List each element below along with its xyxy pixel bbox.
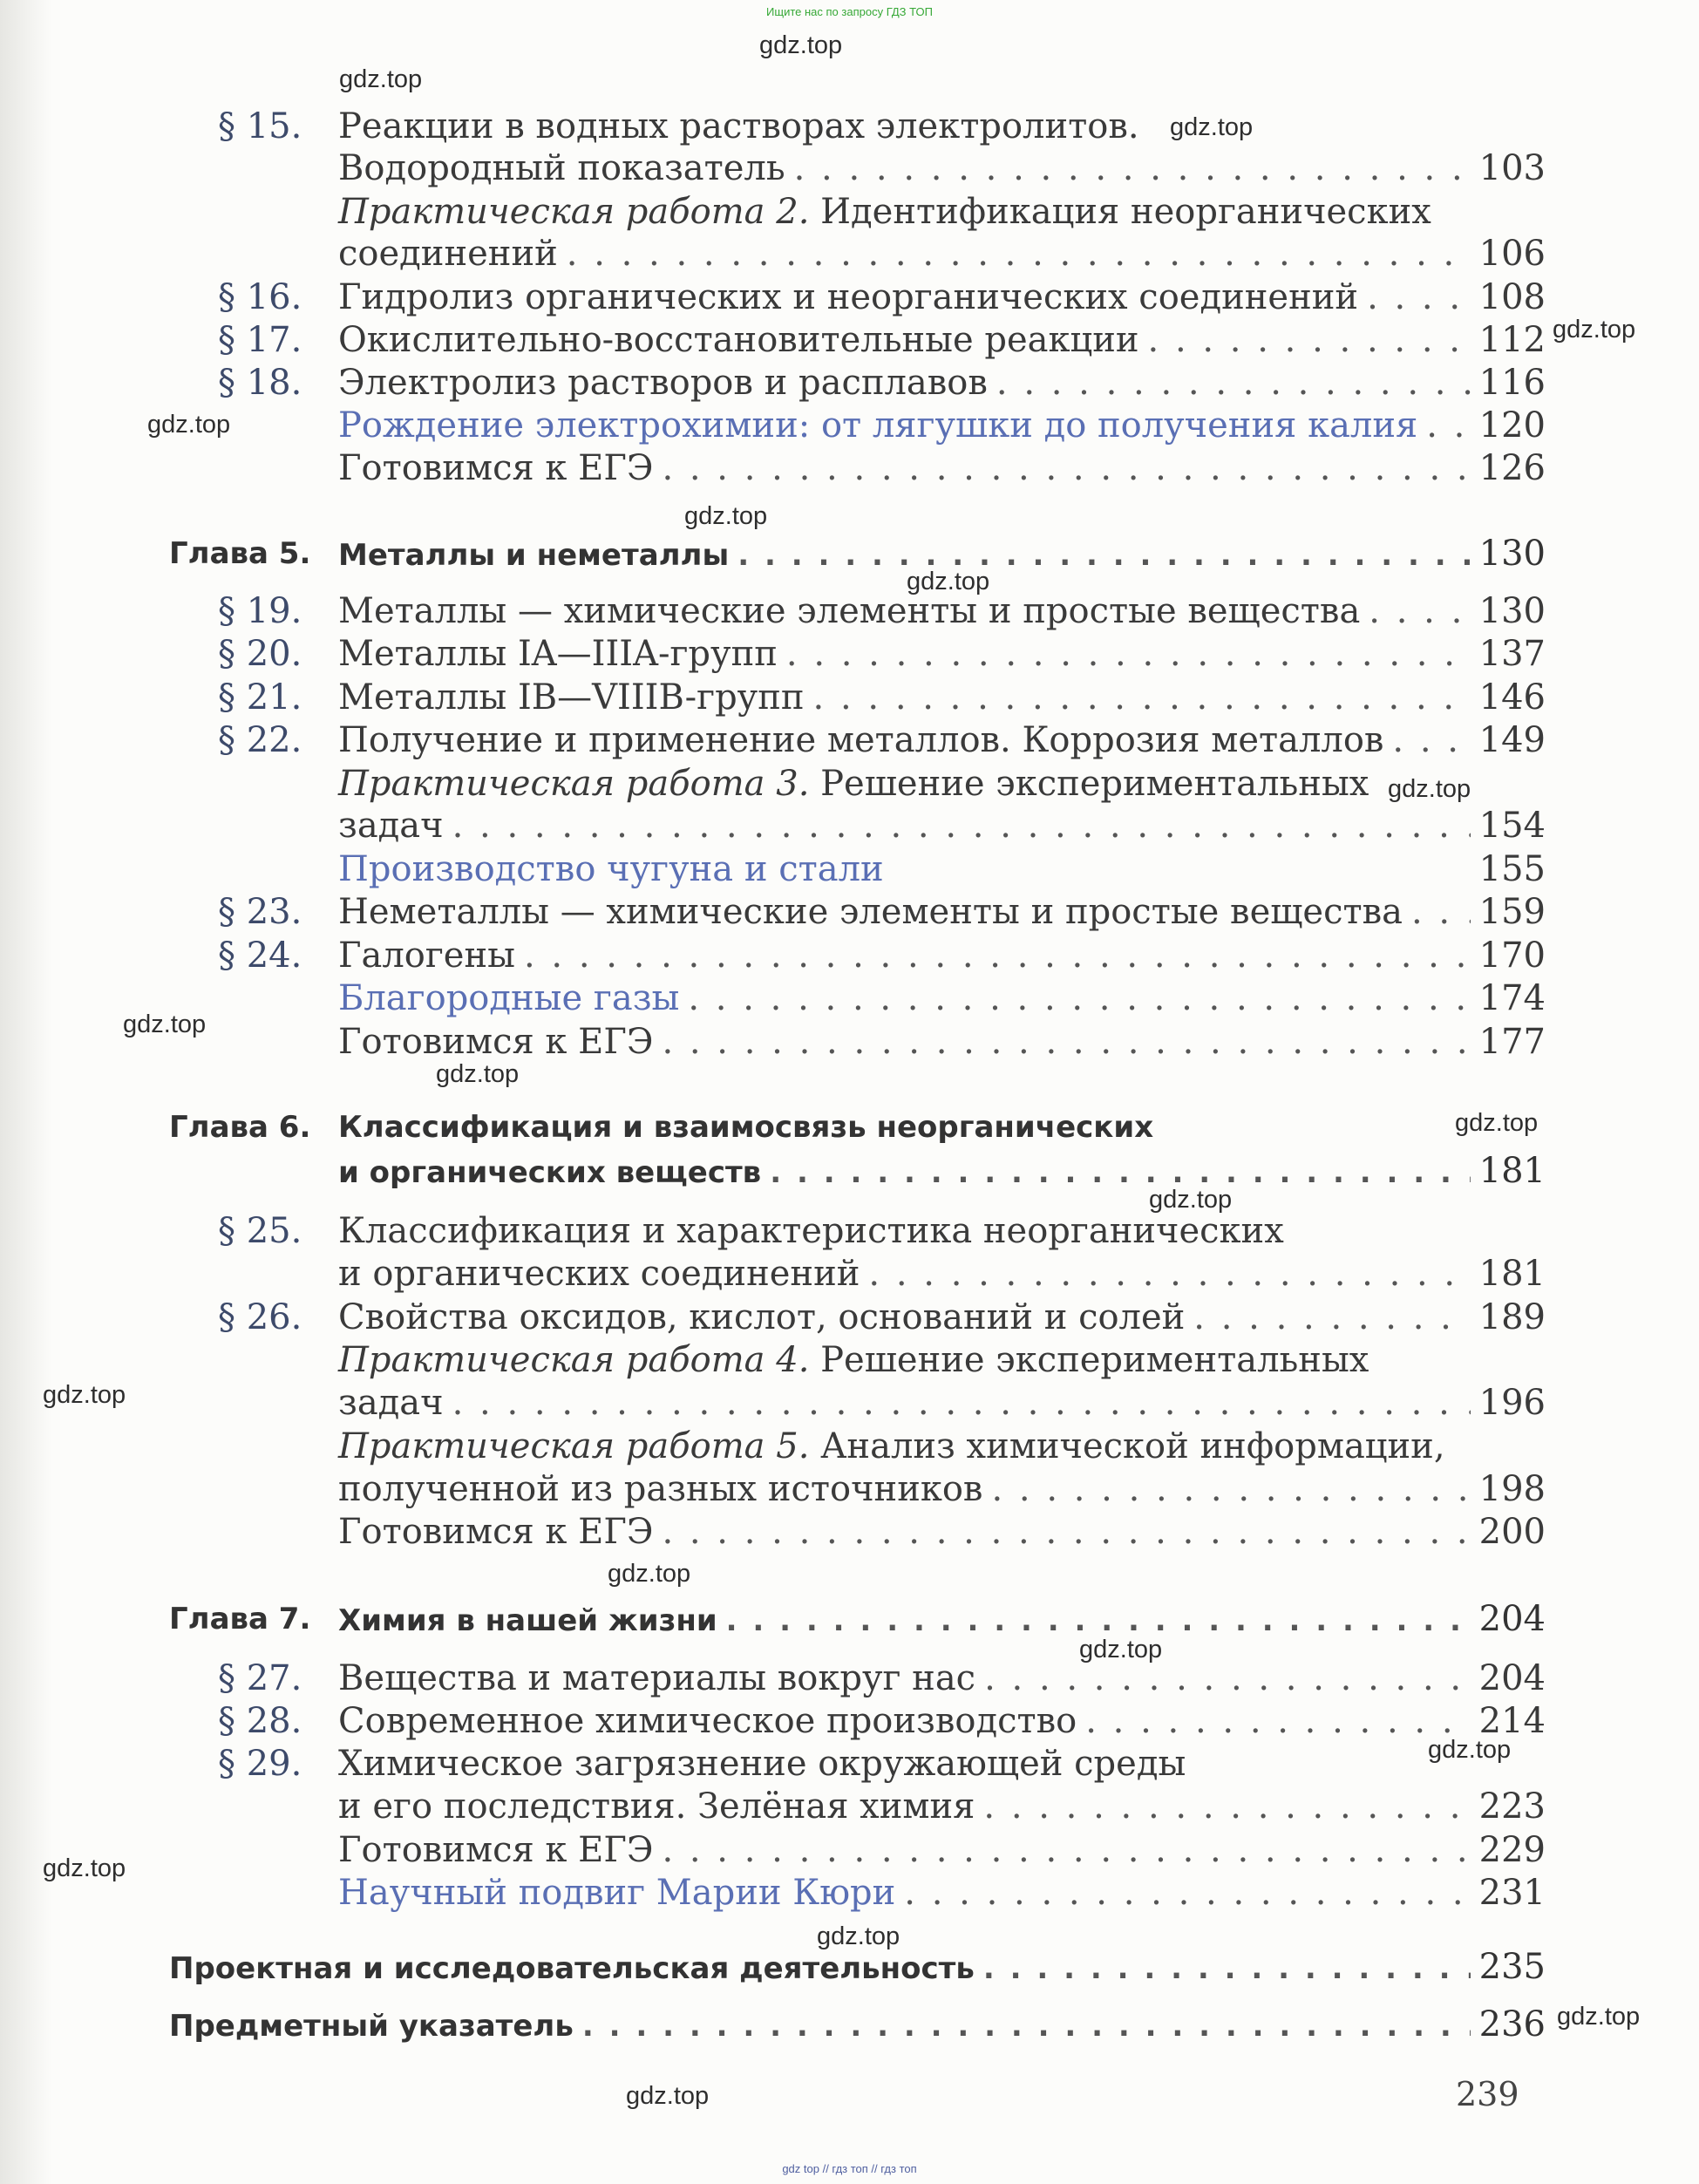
watermark: gdz.top xyxy=(1170,113,1254,141)
chapter-label: Глава 6. xyxy=(169,1110,311,1145)
toc-page-number: 120 xyxy=(1478,405,1546,446)
leader-dots xyxy=(794,146,1471,190)
chapter-title: Классификация и взаимосвязь неорганических xyxy=(338,1110,1154,1145)
watermark: gdz.top xyxy=(759,31,843,59)
toc-entry[interactable] xyxy=(338,1699,1546,1743)
toc-page-number: 177 xyxy=(1478,1022,1546,1062)
toc-entry-title: Идентификация неорганических xyxy=(820,192,1431,232)
toc-entry-title: Классификация и характеристика неорганических xyxy=(338,1211,1284,1251)
toc-page-number: 223 xyxy=(1478,1786,1546,1827)
toc-entry[interactable] xyxy=(338,1871,1546,1915)
toc-entry-title: Гидролиз органических и неорганических соединений xyxy=(338,277,1359,317)
toc-entry[interactable] xyxy=(338,1785,1546,1828)
leader-dots xyxy=(868,1252,1470,1296)
toc-entry-title: Получение и применение металлов. Коррозия металлов xyxy=(338,720,1384,760)
watermark: gdz.top xyxy=(339,65,423,93)
toc-entry-title: Рождение электрохимии: от лягушки до получения калия xyxy=(338,405,1418,446)
section-number: § 15. xyxy=(218,106,302,146)
practical-work-title xyxy=(338,762,1369,806)
toc-entry-title: Готовимся к ЕГЭ xyxy=(338,1512,654,1552)
section-number: § 29. xyxy=(218,1744,302,1784)
section-number: § 25. xyxy=(218,1211,302,1251)
watermark: gdz.top xyxy=(626,2082,710,2110)
toc-page-number: 196 xyxy=(1478,1383,1546,1423)
leader-dots xyxy=(452,1381,1471,1425)
leader-dots xyxy=(1367,276,1471,319)
toc-entry-title: Решение экспериментальных xyxy=(820,1340,1369,1380)
watermark: gdz.top xyxy=(43,1381,126,1409)
toc-entry-title: Химическое загрязнение окружающей среды xyxy=(338,1744,1186,1784)
section-number: § 19. xyxy=(218,591,302,631)
watermark: gdz.top xyxy=(436,1060,520,1088)
page-number: 239 xyxy=(1456,2075,1519,2113)
toc-entry[interactable] xyxy=(338,804,1546,847)
leader-dots xyxy=(737,534,1470,577)
watermark: gdz.top xyxy=(1428,1736,1512,1764)
toc-entry-title: Анализ химической информации, xyxy=(820,1426,1445,1466)
watermark: gdz.top xyxy=(123,1010,207,1038)
toc-page-number: 204 xyxy=(1478,1658,1546,1698)
toc-entry-title: полученной из разных источников xyxy=(338,1469,983,1509)
toc-entry-title: Производство чугуна и стали xyxy=(338,849,884,889)
chapter-label: Глава 5. xyxy=(169,536,311,571)
chapter-title: Предметный указатель xyxy=(169,2009,574,2044)
toc-entry[interactable] xyxy=(338,1828,1546,1872)
toc-page-number: 126 xyxy=(1478,448,1546,488)
toc-page-number: 214 xyxy=(1478,1701,1546,1741)
leader-dots xyxy=(991,1467,1470,1511)
toc-entry[interactable] xyxy=(338,676,1546,719)
toc-entry-title: Научный подвиг Марии Кюри xyxy=(338,1873,896,1913)
leader-dots xyxy=(813,676,1471,719)
toc-page-number: 236 xyxy=(1478,2004,1546,2045)
toc-entry-title: Неметаллы — химические элементы и простые вещества xyxy=(338,892,1403,932)
toc-entry-title: Металлы IA—IIIA-групп xyxy=(338,634,778,674)
leader-dots xyxy=(567,232,1471,276)
top-note: Ищите нас по запросу ГДЗ ТОП xyxy=(766,5,933,18)
watermark: gdz.top xyxy=(1079,1636,1163,1664)
section-number: § 22. xyxy=(218,720,302,760)
section-number: § 23. xyxy=(218,892,302,932)
chapter-title: Проектная и исследовательская деятельность xyxy=(169,1951,975,1986)
toc-entry-title: соединений xyxy=(338,234,558,274)
leader-dots xyxy=(1426,404,1470,447)
bottom-note: gdz top // гдз топ // гдз топ xyxy=(782,2162,917,2175)
toc-page-number: 103 xyxy=(1478,148,1546,188)
toc-entry-title: и его последствия. Зелёная химия xyxy=(338,1786,975,1827)
leader-dots xyxy=(983,1785,1470,1828)
watermark: gdz.top xyxy=(817,1922,900,1950)
leader-dots xyxy=(996,361,1471,405)
toc-entry[interactable] xyxy=(338,318,1546,362)
toc-page-number: 146 xyxy=(1478,677,1546,718)
section-number: § 18. xyxy=(218,363,302,403)
section-number: § 27. xyxy=(218,1658,302,1698)
toc-page-number: 181 xyxy=(1478,1151,1546,1191)
leader-dots xyxy=(452,804,1471,847)
leader-dots xyxy=(1411,890,1471,934)
toc-chapter-entry[interactable] xyxy=(169,1945,1546,1989)
toc-entry[interactable] xyxy=(338,1381,1546,1425)
toc-entry[interactable] xyxy=(338,1020,1546,1064)
toc-entry[interactable] xyxy=(338,589,1546,633)
section-number: § 28. xyxy=(218,1701,302,1741)
practical-work-title xyxy=(338,1338,1369,1382)
toc-page-number: 170 xyxy=(1478,936,1546,976)
leader-dots xyxy=(582,2004,1471,2048)
watermark: gdz.top xyxy=(684,502,768,530)
leader-dots xyxy=(1148,318,1471,362)
toc-entry-title: Современное химическое производство xyxy=(338,1701,1077,1741)
toc-entry[interactable] xyxy=(338,718,1546,762)
toc-entry-title: Свойства оксидов, кислот, оснований и солей xyxy=(338,1297,1186,1337)
toc-entry-title: Решение экспериментальных xyxy=(820,764,1369,804)
section-number: § 21. xyxy=(218,677,302,718)
watermark: gdz.top xyxy=(43,1854,126,1882)
toc-page-number: 229 xyxy=(1478,1830,1546,1870)
toc-page-number: 174 xyxy=(1478,978,1546,1018)
leader-dots xyxy=(524,934,1471,977)
toc-entry[interactable] xyxy=(338,890,1546,934)
toc-entry[interactable] xyxy=(338,1296,1546,1339)
toc-entry[interactable] xyxy=(338,632,1546,676)
toc-entry-title: и органических соединений xyxy=(338,1254,860,1294)
toc-entry[interactable] xyxy=(338,361,1546,405)
leader-dots xyxy=(662,1510,1470,1554)
toc-entry[interactable] xyxy=(338,1467,1546,1511)
toc-entry[interactable] xyxy=(338,1252,1546,1296)
toc-entry-title: Металлы IB—VIIIB-групп xyxy=(338,677,805,718)
leader-dots xyxy=(984,1657,1471,1700)
watermark: gdz.top xyxy=(1149,1186,1233,1214)
leader-dots xyxy=(983,1947,1471,1990)
toc-page-number: 130 xyxy=(1478,534,1546,574)
watermark: gdz.top xyxy=(147,411,231,439)
toc-entry[interactable] xyxy=(338,1657,1546,1700)
chapter-label: Глава 7. xyxy=(169,1602,311,1636)
toc-page-number: 181 xyxy=(1478,1254,1546,1294)
watermark: gdz.top xyxy=(1557,2003,1641,2031)
leader-dots xyxy=(662,446,1470,490)
chapter-title: Металлы и неметаллы xyxy=(338,538,730,573)
toc-page-number: 198 xyxy=(1478,1469,1546,1509)
toc-entry[interactable] xyxy=(338,232,1546,276)
toc-entry[interactable] xyxy=(338,404,1546,447)
toc-page-number: 189 xyxy=(1478,1297,1546,1337)
toc-entry-title: задач xyxy=(338,1383,444,1423)
leader-dots xyxy=(1193,1296,1470,1339)
toc-chapter-entry[interactable] xyxy=(169,2003,1546,2046)
practical-work-label: Практическая работа 4. xyxy=(338,1340,810,1380)
toc-page-number: 116 xyxy=(1478,363,1546,403)
toc-entry-title: Готовимся к ЕГЭ xyxy=(338,1022,654,1062)
leader-dots xyxy=(662,1020,1470,1064)
chapter-title: и органических веществ xyxy=(338,1155,762,1190)
toc-page-number: 137 xyxy=(1478,634,1546,674)
toc-entry[interactable] xyxy=(338,276,1546,319)
toc-entry-title: Окислительно-восстановительные реакции xyxy=(338,320,1139,360)
watermark: gdz.top xyxy=(1553,316,1636,344)
toc-entry[interactable] xyxy=(338,446,1546,490)
toc-page-number: 231 xyxy=(1478,1873,1546,1913)
toc-chapter-entry[interactable] xyxy=(338,532,1546,575)
toc-page-number: 155 xyxy=(1478,849,1546,889)
leader-dots xyxy=(1369,589,1470,633)
toc-entry-title: Благородные газы xyxy=(338,978,680,1018)
practical-work-title xyxy=(338,190,1431,234)
toc-page-number: 149 xyxy=(1478,720,1546,760)
section-number: § 16. xyxy=(218,277,302,317)
practical-work-label: Практическая работа 2. xyxy=(338,192,810,232)
toc-entry[interactable] xyxy=(338,146,1546,190)
leader-dots xyxy=(726,1599,1471,1643)
toc-entry-title: Готовимся к ЕГЭ xyxy=(338,1830,654,1870)
watermark: gdz.top xyxy=(608,1560,691,1588)
toc-page-number: 130 xyxy=(1478,591,1546,631)
toc-page-number: 106 xyxy=(1478,234,1546,274)
leader-dots xyxy=(688,976,1470,1020)
section-number: § 26. xyxy=(218,1297,302,1337)
toc-chapter-entry[interactable] xyxy=(338,1149,1546,1193)
chapter-title: Химия в нашей жизни xyxy=(338,1603,717,1638)
toc-entry-title: Готовимся к ЕГЭ xyxy=(338,448,654,488)
toc-entry[interactable] xyxy=(338,847,1546,891)
toc-entry-title: Водородный показатель xyxy=(338,148,785,188)
leader-dots xyxy=(770,1151,1470,1194)
toc-entry-title: Реакции в водных растворах электролитов. xyxy=(338,106,1139,146)
toc-entry-title: задач xyxy=(338,806,444,846)
section-number: § 17. xyxy=(218,320,302,360)
watermark: gdz.top xyxy=(1455,1109,1539,1137)
toc-page-number: 204 xyxy=(1478,1599,1546,1639)
toc-entry-title: Электролиз растворов и расплавов xyxy=(338,363,988,403)
practical-work-label: Практическая работа 5. xyxy=(338,1426,810,1466)
section-number: § 20. xyxy=(218,634,302,674)
leader-dots xyxy=(1392,718,1470,762)
section-number: § 24. xyxy=(218,936,302,976)
leader-dots xyxy=(662,1828,1470,1872)
practical-work-label: Практическая работа 3. xyxy=(338,764,810,804)
practical-work-title xyxy=(338,1425,1445,1468)
toc-page-number: 200 xyxy=(1478,1512,1546,1552)
toc-entry[interactable] xyxy=(338,1510,1546,1554)
toc-page-number: 235 xyxy=(1478,1947,1546,1987)
watermark: gdz.top xyxy=(907,568,990,595)
toc-page-number: 112 xyxy=(1478,320,1546,360)
toc-entry-title: Металлы — химические элементы и простые вещества xyxy=(338,591,1361,631)
toc-page-number: 108 xyxy=(1478,277,1546,317)
toc-entry-title: Вещества и материалы вокруг нас xyxy=(338,1658,976,1698)
toc-entry[interactable] xyxy=(338,976,1546,1020)
toc-entry[interactable] xyxy=(338,934,1546,977)
watermark: gdz.top xyxy=(1388,775,1471,803)
toc-entry-title: Галогены xyxy=(338,936,515,976)
leader-dots xyxy=(904,1871,1470,1915)
leader-dots xyxy=(786,632,1471,676)
toc-chapter-entry[interactable] xyxy=(338,1597,1546,1641)
leader-dots xyxy=(1085,1699,1470,1743)
toc-page-number: 154 xyxy=(1478,806,1546,846)
toc-page-number: 159 xyxy=(1478,892,1546,932)
